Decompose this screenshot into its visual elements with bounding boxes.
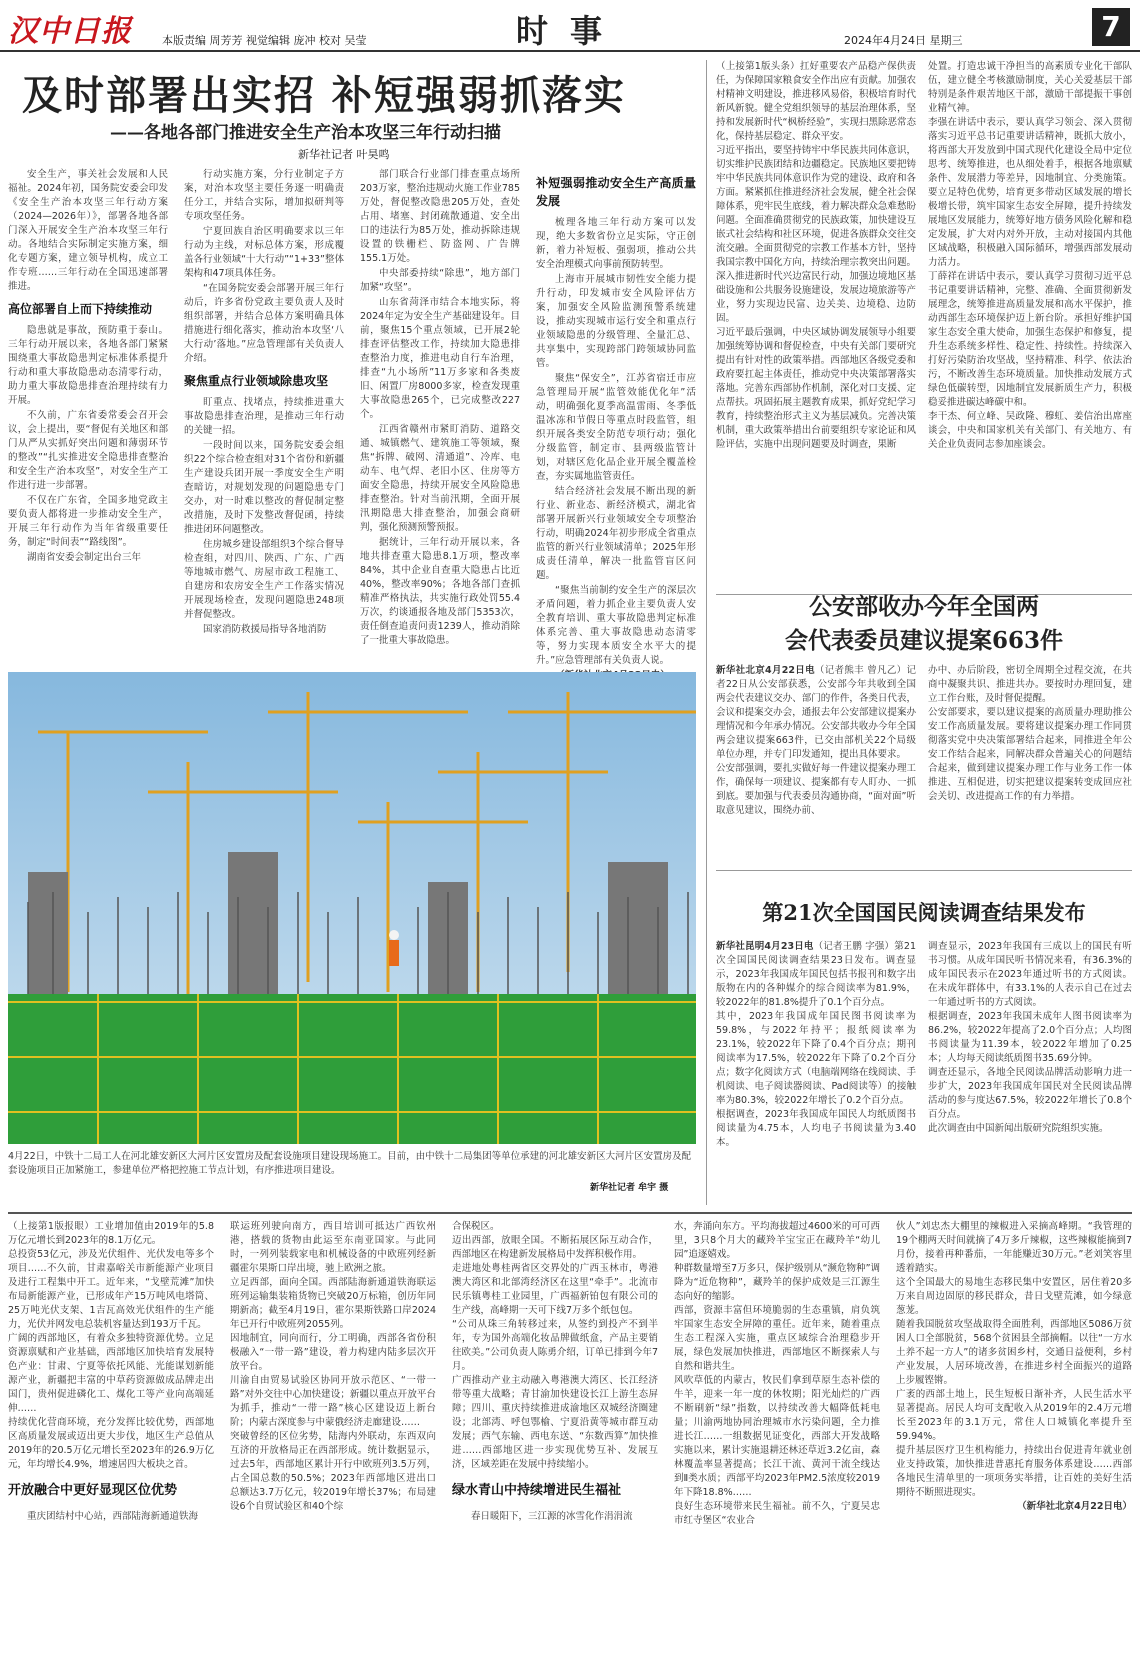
photo-caption: 4月22日，中铁十二局工人在河北雄安新区大河片区安置房及配套设施项目建设现场施工。目前，由中铁十二局集团等单位承建的河北雄安新区大河片区安置房及配套设施项目正加紧施工，参建单位严格把控施工节点计划，有序推进项目建设。: [8, 1151, 692, 1176]
lead-column-3: [360, 168, 520, 668]
reading-column-1: [716, 940, 916, 1202]
gongan-headline-line-2: 会代表委员建议提案663件: [784, 627, 1063, 654]
paragraph: 山东省菏泽市结合本地实际，将2024年定为安全生产基础建设年。目前，聚焦15个重点领域，已开展2轮排查评估整改工作，持续加大隐患排查整治力度，推进电动自行车治理，排查“九小场所”11万多家和各类废旧、闲置厂房8000多家，检查发现重大事故隐患265个，已完成整改227个。: [360, 297, 520, 420]
paragraph: 重庆团结村中心站，西部陆海新通道铁海: [27, 1511, 199, 1522]
paragraph: 不久前，广东省委常委会召开会议，会上提出，要“督促有关地区和部门从严从实抓好突出问题和薄弱环节的整改”“扎实推进安全隐患排查整治和安全生产治本攻坚”，对安全生产工作进行进一步部署。: [8, 410, 168, 491]
gongan-body-1: （记者熊丰 曾凡乙）记者22日从公安部获悉，公安部今年共收到全国两会代表建议交办、部门的作件，各类日代表，会议和提案交办会，通报去年公安部建议提案办理情况和今年承办情况。公安部共收办今年全国两会建议提案663件，已交由部机关22个局级单位办理，并专门印发通知，提出具体要求。 公安部强调，要扎实做好每一件建议提案办理工作，确保每一项建议、提案都有专人盯办、一抓到底。要加强与代表委员沟通协商，“面对面”听取意见建议，围绕办前、: [716, 665, 916, 816]
reading-body-1: （记者王鹏 字强）第21次全国国民阅读调查结果23日发布。调查显示，2023年我国成年国民包括书报刊和数字出版物在内的各种媒介的综合阅读率为81.9%，较2022年的81.8%提升了0.1个百分点。 其中，2023年我国成年国民图书阅读率为59.8%，与2022年持平；报纸阅读率为23.1%，较2022年下降了0.4个百分点；期刊阅读率为17.5%，较2022年下降了0.2个百分点；数字化阅读方式（电脑端网络在线阅读、手机阅读、电子阅读器阅读、Pad阅读等）的接触率为80.3%，较2022年增长了0.2个百分点。 根据调查，2023年我国成年国民人均纸质图书阅读量为4.75本，人均电子书阅读量为3.40本。: [716, 941, 916, 1148]
subheading: 绿水青山中持续增进民生福祉: [452, 1483, 622, 1498]
masthead: [0, 0, 1140, 52]
paragraph: 安全生产，事关社会发展和人民福祉。2024年初，国务院安委会印发《安全生产治本攻坚三年行动方案（2024—2026年）》，部署各地各部门深入开展安全生产治本攻坚三年行动。各地结合实际制定实施方案，细化专题方案，建立领导机构，成立工作专班……三年行动在全国迅速部署推进。: [8, 169, 168, 292]
paragraph: 结合经济社会发展不断出现的新行业、新业态、新经济模式，湖北省部署开展新兴行业领域安全专项整治行动，明确2024年初步形成全省重点监管的新兴行业领域清单；2025年形成责任清单，解决一批监管盲区问题。: [536, 486, 696, 581]
paragraph: 上海市开展城市韧性安全能力提升行动，印发城市安全风险评估方案，加强安全风险监测预警系统建设，推动实现城市运行安全和重点行业领域隐患的分级管理、全量汇总、共享集中，实现跨部门跨领域协同监管。: [536, 274, 696, 369]
paragraph: “聚焦当前制约安全生产的深层次矛盾问题，着力抓企业主要负责人安全教育培训、重大事故隐患判定标准体系完善、重大事故隐患动态清零等，努力实现本质安全水平大的提升。”应急管理部有关负责人说。: [536, 585, 696, 666]
west-column-5: [896, 1220, 1132, 1656]
paragraph: 隐患就是事故，预防重于泰山。三年行动开展以来，各地各部门紧紧围绕重大事故隐患判定标准体系提升行动和重大事故隐患动态清零行动，助力重大事故隐患排查治理持续有力开展。: [8, 325, 168, 406]
west-column-3: [452, 1220, 658, 1656]
paragraph: 湖南省安委会制定出台三年: [27, 552, 142, 563]
paragraph: 聚焦“保安全”，江苏省宿迁市应急管理局开展“监管效能优化年”活动，明确强化夏季高温雷雨、冬季低温冰冻和节假日等重点时段监管，组织开展各类安全防范专项行动；强化分级监管，制定市、县两级监管计划，对辖区危化品企业开展全覆盖检查，夯实属地监管责任。: [536, 373, 696, 482]
paragraph: 江西省赣州市紧盯消防、道路交通、城镇燃气、建筑施工等领域，聚焦“拆牌、破网、清通道”、冷库、电动车、电气焊、老旧小区、住房等方面安全隐患，持续开展安全风险隐患排查整治。针对当前汛期，全面开展汛期隐患大排查整治，加强会商研判，强化预测预警预报。: [360, 424, 520, 533]
paragraph: 中央部委持续“除患”，地方部门加紧“攻坚”。: [360, 268, 520, 293]
issue-date: 2024年4月24日 星期三: [844, 34, 963, 47]
column-divider: [706, 60, 707, 1205]
gongan-column-1: [716, 664, 916, 860]
section-divider: [716, 870, 1132, 871]
page-number: 7: [1092, 8, 1130, 46]
photo-credit: 新华社记者 牟宇 摄: [590, 1183, 669, 1193]
lead-column-2: [184, 168, 344, 668]
construction-site-photo: [8, 672, 696, 1144]
gongan-headline-line-1: 公安部收办今年全国两: [809, 593, 1039, 620]
paragraph: 行动实施方案，分行业制定子方案，对治本攻坚主要任务逐一明确责任分工，并结合实际，增加拟研判等专项攻坚任务。: [184, 169, 344, 222]
lead-subhead: ——各地各部门推进安全生产治本攻坚三年行动扫描: [110, 123, 501, 143]
paragraph: 住房城乡建设部组织3个综合督导检查组，对四川、陕西、广东、广西等地城市燃气、房屋市政工程施工、自建房和农房安全生产工作落实情况开展现场检查，发现问题隐患248项并督促整改。: [184, 539, 344, 620]
paragraph: 部门联合行业部门排查重点场所203万家，整治违规动火施工作业785万处，督促整改隐患205万处，查处占用、堵塞、封闭疏散通道、安全出口的违法行为85万处，推动拆除违规设置的铁栅栏、防盗网、广告牌155.1万处。: [360, 169, 520, 264]
lead-column-1: [8, 168, 168, 668]
reading-column-2: 调查显示，2023年我国有三成以上的国民有听书习惯。从成年国民听书情况来看，有36.3%的成年国民表示在2023年通过听书的方式阅读。在未成年群体中，有33.1%的人表示自己在过去一年通过听书的方式阅读。 根据调查，2023年我国未成年人图书阅读率为86.2%，较2022年提高了2.0个百分点；人均图书阅读量为11.39本，较2022年增加了0.25本；人均每天阅读纸质图书35.69分钟。 调查还显示，各地全民阅读品牌活动影响力进一步扩大，2023年我国成年国民对全民阅读品牌活动的参与度达67.5%，较2022年增长了0.8个百分点。 此次调查由中国新闻出版研究院组织实施。: [928, 941, 1132, 1134]
section-title: 时事: [515, 12, 624, 50]
subheading: 补短强弱推动安全生产高质量发展: [536, 176, 696, 208]
subheading: 开放融合中更好显现区位优势: [8, 1483, 178, 1498]
dateline-credit: （新华社北京4月22日电）: [1017, 1501, 1132, 1512]
paragraph: 盯重点、找堵点，持续推进重大事故隐患排查治理，是推动三年行动的关键一招。: [184, 397, 344, 436]
editor-credits: 本版责编 周芳芳 视觉编辑 庞冲 校对 吴莹: [162, 34, 367, 47]
dateline: 新华社昆明4月23日电: [716, 941, 814, 952]
paragraph: 一段时间以来，国务院安委会组织22个综合检查组对31个省份和新疆生产建设兵团开展一季度安全生产明查暗访，对规划发现的问题隐患专门交办，对一时难以整改的督促制定整改措施，及时下发整改督促函，持续推进闭环问题整改。: [184, 440, 344, 535]
paragraph: “在国务院安委会部署开展三年行动后，许多省份党政主要负责人及时组织部署，并结合总体方案明确具体措施进行细化落实，推动治本攻坚‘八大行动’落地。”应急管理部有关负责人介绍。: [184, 283, 344, 364]
xi-article-column-2: 处置。打造忠诚干净担当的高素质专业化干部队伍，建立健全考核激励制度，关心关爱基层干部特别是条件艰苦地区干部，激励干部提振干事创业精气神。 李强在讲话中表示，要认真学习领会、深入贯彻落实习近平总书记重要讲话精神，既抓大放小，将西部大开发放到中国式现代化建设全局中定位思考、统筹推进，也从细处着手，根据各地禀赋条件、发展潜力等差异，因地制宜、分类施策。要立足特色优势，培育更多带动区域发展的增长极增长带，筑牢国家生态安全屏障，提升持续发展地区发展能力，统筹好地方债务风险化解和稳定发展，扩大对内对外开放，主动对接国内其他区域战略，积极融入国际循环，增强西部发展动力活力。 丁薛祥在讲话中表示，要认真学习贯彻习近平总书记重要讲话精神，完整、准确、全面贯彻新发展理念，统筹推进高质量发展和高水平保护，推动西部生态环境保护迈上新台阶。承担好维护国家生态安全重大使命，加强生态保护和修复，提升生态系统多样性、稳定性、持续性。持续深入打好污染防治攻坚战，坚持精准、科学、依法治污，不断改善生态环境质量。加快推动发展方式绿色低碳转型，因地制宜发展新质生产力，积极稳妥推进碳达峰碳中和。 李干杰、何立峰、吴政隆、穆虹、姜信治出席座谈会，中央和国家机关有关部门、有关地方、有关企业负责同志参加座谈会。: [928, 61, 1132, 450]
subheading: 高位部署自上而下持续推动: [8, 302, 153, 316]
lead-column-4: [536, 168, 696, 668]
west-column-1: [8, 1220, 214, 1656]
xi-article-column-1: （上接第1版头条）扛好重要农产品稳产保供责任，为保障国家粮食安全作出应有贡献。加强农村精神文明建设，推进移风易俗，积极培育时代新风新貌。健全党组织领导的基层治理体系，坚持和发展新时代“枫桥经验”，实现扫黑除恶常态化，保持基层稳定、群众平安。 习近平指出，要坚持铸牢中华民族共同体意识，切实维护民族团结和边疆稳定。民族地区要把铸牢中华民族共同体意识作为党的建设、政府和各方面。紧紧抓住推进经济社会发展，健全社会保障体系，兜牢民生底线，着力解决群众急难愁盼问题。全面准确贯彻党的民族政策，加快建设互嵌式社会结构和社区环境，促进各族群众交往交流交融。全面贯彻党的宗教工作基本方针，坚持我国宗教中国化方向，持续治理宗教突出问题。深入推进新时代兴边富民行动，加强边境地区基础设施和公共服务设施建设，发展边境旅游等产业，努力实现边民富、边关美、边境稳、边防固。 习近平最后强调，中央区域协调发展领导小组要加强统筹协调和督促检查，中央有关部门要研究提出有针对性的政策举措。西部地区各级党委和政府要扛起主体责任，推动党中央决策部署落实落地。完善东西部协作机制，深化对口支援、定点帮扶。巩固拓展主题教育成果，抓好党纪学习教育，持续整治形式主义为基层减负。完善决策机制，重大政策举措出台前要组织专家论证和风险评估，实施中出现问题要及时调查，果断: [716, 61, 916, 450]
subheading: 聚焦重点行业领域除患攻坚: [184, 374, 329, 388]
section-divider: [8, 1212, 1132, 1214]
paragraph: 春日暖阳下，三江源的冰雪化作涓涓流: [471, 1511, 633, 1522]
paragraph: 国家消防救援局指导各地消防: [203, 624, 327, 635]
paragraph: 宁夏回族自治区明确要求以三年行动为主线，对标总体方案，形成覆盖各行业领域“十大行动”“1+33”整体架构和47项具体任务。: [184, 226, 344, 279]
dateline: 新华社北京4月22日电: [716, 665, 815, 676]
west-body-5: 伙人”刘忠杰大棚里的辣椒进入采摘高峰期。“我管理的19个棚两天时间就摘了4万多斤辣椒，这些辣椒能摘到7月份，接着再种番茄，一年能赚近30万元。”老刘笑容里透着踏实。 这个全国最大的易地生态移民集中安置区，居住着20多万来自周边固原的移民群众，昔日戈壁荒滩，如今绿意葱茏。 随着我国脱贫攻坚战取得全面胜利，西部地区5086万贫困人口全部脱贫，568个贫困县全部摘帽。以往“一方水土养不起一方人”的诸多贫困乡村，交通日益便利，乡村产业发展，人居环境改善，在推进乡村全面振兴的道路上步履铿锵。 广袤的西部土地上，民生短板日渐补齐，人民生活水平显著提高。居民人均可支配收入从2019年的2.4万元增长至2023年的3.1万元，常住人口城镇化率提升至59.94%。 提升基层医疗卫生机构能力，持续出台促进青年就业创业支持政策，加快推进普惠托育服务体系建设……西部各地民生清单里的一项项务实举措，让百姓的美好生活期待不断照进现实。: [896, 1221, 1132, 1498]
lead-headline: 及时部署出实招 补短强弱抓落实: [22, 72, 626, 119]
reading-headline: 第21次全国国民阅读调查结果发布: [762, 900, 1086, 925]
west-column-4: 水，奔涌向东方。平均海拔超过4600米的可可西里，3只8个月大的藏羚羊宝宝正在藏羚羊“幼儿园”追逐嬉戏。 种群数量增至7万多只，保护级别从“濒危物种”调降为“近危物种”，藏羚羊的保护成效是三江源生态向好的缩影。 西部，资源丰富但环境脆弱的生态重镇，肩负筑牢国家生态安全屏障的重任。近年来，随着重点生态工程深入实施，重点区域综合治理稳步开展，绿色发展加快推进，西部地区不断探索人与自然和谐共生。 风吹草低的内蒙古，牧民们拿到草原生态补偿的牛羊，迎来一年一度的休牧期；阳光灿烂的广西不断刷新“绿”指数，以持续改善大幅降低耗电量；川渝两地协同治理城市水污染问题，全力推进长江……一组数据见证变化，西部大开发战略实施以来，累计实施退耕还林还草近3.2亿亩，森林覆盖率显著提高；长江干流、黄河干流全线达到Ⅱ类水质；西部平均2023年PM2.5浓度较2019年下降18.8%…… 良好生态环境带来民生福祉。前不久，宁夏吴忠市红寺堡区“农业合: [674, 1221, 880, 1526]
paragraph: 梳理各地三年行动方案可以发现，绝大多数省份立足实际，守正创新，着力补短板、强弱项，推动公共安全治理模式向事前预防转型。: [536, 217, 696, 270]
newspaper-logo: 汉中日报: [8, 14, 132, 49]
gongan-column-2: 办中、办后阶段，密切全周期全过程交流，在共商中凝聚共识、推进共办。要按时办理回复，建立工作台账，及时督促提醒。 公安部要求，要以建议提案的高质量办理助推公安工作高质量发展。要将建议提案办理工作同贯彻落实党中央决策部署结合起来，同推进全年公安工作结合起来，同解决群众普遍关心的问题结合起来，做到建议提案办理工作与业务工作一体推进、互相促进，切实把建议提案转变成回应社会关切、改进提高工作的有力举措。: [928, 665, 1132, 802]
west-body-3: 合保税区。 迈出西部，放眼全国。不断拓展区际互动合作，西部地区在构建新发展格局中发挥积极作用。 走进地处粤桂两省区交界处的广西玉林市，粤港澳大湾区和北部湾经济区在这里“牵手”。北流市民乐镇粤桂工业园里，广西福新铂包有限公司的生产线，高峰期一天可下线7万多个纸包包。 “公司从珠三角转移过来，从签约到投产不到半年，专为国外高端化妆品牌做纸盒，产品主要销往欧美。”公司负责人陈勇介绍，订单已排到今年7月。 广西推动产业主动融入粤港澳大湾区、长江经济带等重大战略；青甘渝加快建设长江上游生态屏障；四川、重庆持续推进成渝地区双城经济圈建设；北部湾、呼包鄂榆、宁夏沿黄等城市群互动发展；西气东输、西电东送、“东数西算”加快推进……西部地区进一步实现优势互补、发展互济，区域差距在发展中持续缩小。: [452, 1221, 658, 1470]
paragraph: 据统计，三年行动开展以来，各地共排查重大隐患8.1万项，整改率84%，其中企业自查重大隐患占比近40%，整改率90%；各地各部门查抓精准严格执法，共实施行政处罚55.4万次，约谈通报各地及部门5353次，责任倒查追责问责1239人，推动消除了一批重大事故隐患。: [360, 537, 520, 646]
paragraph: 不仅在广东省，全国多地党政主要负责人都将进一步推动安全生产，开展三年行动作为当年省级重要任务，制定“时间表”“路线图”。: [8, 495, 168, 548]
west-column-2: 联运班列驶向南方，西目培训可抵达广西钦州港，搭载的货物由此运至东南亚国家。与此同时，一列列装载家电和机械设备的中欧班列经新疆霍尔果斯口岸出境，驰上欧洲之旅。 立足西部，面向全国。西部陆海新通道铁海联运班列运输集装箱货物已突破20万标箱，创历年同期新高；截至4月19日，霍尔果斯铁路口岸2024年已开行中欧班列2055列。 因地制宜，同向而行，分工明确，西部各省份积极融入“一带一路”建设，着力构建内陆多层次开放平台。 川渝自由贸易试验区协同开放示范区、“一带一路”对外交往中心加快建设；新疆以重点开放平台为抓手，推动“一带一路”核心区建设迈上新台阶；内蒙古深度参与中蒙俄经济走廊建设…… 突破曾经的区位劣势，陆海内外联动，东西双向互济的开放格局正在西部形成。统计数据显示，过去5年，西部地区累计开行中欧班列3.5万列，占全国总数的50.5%；2023年西部地区进出口总额达3.7万亿元，较2019年增长37%；布局建设6个自贸试验区和40个综: [230, 1221, 436, 1512]
west-body-1: （上接第1版报眼）工业增加值由2019年的5.8万亿元增长到2023年的8.1万亿元。 总投资53亿元，涉及光伏组件、光伏发电等多个项目……不久前，甘肃嘉峪关市新能源产业项目及进行工程集中开工。近年来，“戈壁荒滩”加快布局新能源产业，已形成年产15万吨风电塔筒、25万吨光伏支架、1吉瓦高效光伏组件的生产能力，光伏并网发电总装机容量达到193万千瓦。 广阔的西部地区，有着众多独特资源优势。立足资源禀赋和产业基础，西部地区加快培育发展特色产业：甘肃、宁夏等依托风能、光能谋划新能源产业，新疆把丰富的中草药资源做成品牌走出国门，贵州促进磷化工、煤化工等产业向高端延伸…… 持续优化营商环境，充分发挥比较优势，西部地区高质量发展或迈出更大步伐，地区生产总值从2019年的20.5万亿元增长至2023年的26.9万亿元，年均增长4.9%，增速居四大板块之首。: [8, 1221, 214, 1470]
lead-byline: 新华社记者 叶昊鸣: [298, 148, 390, 161]
